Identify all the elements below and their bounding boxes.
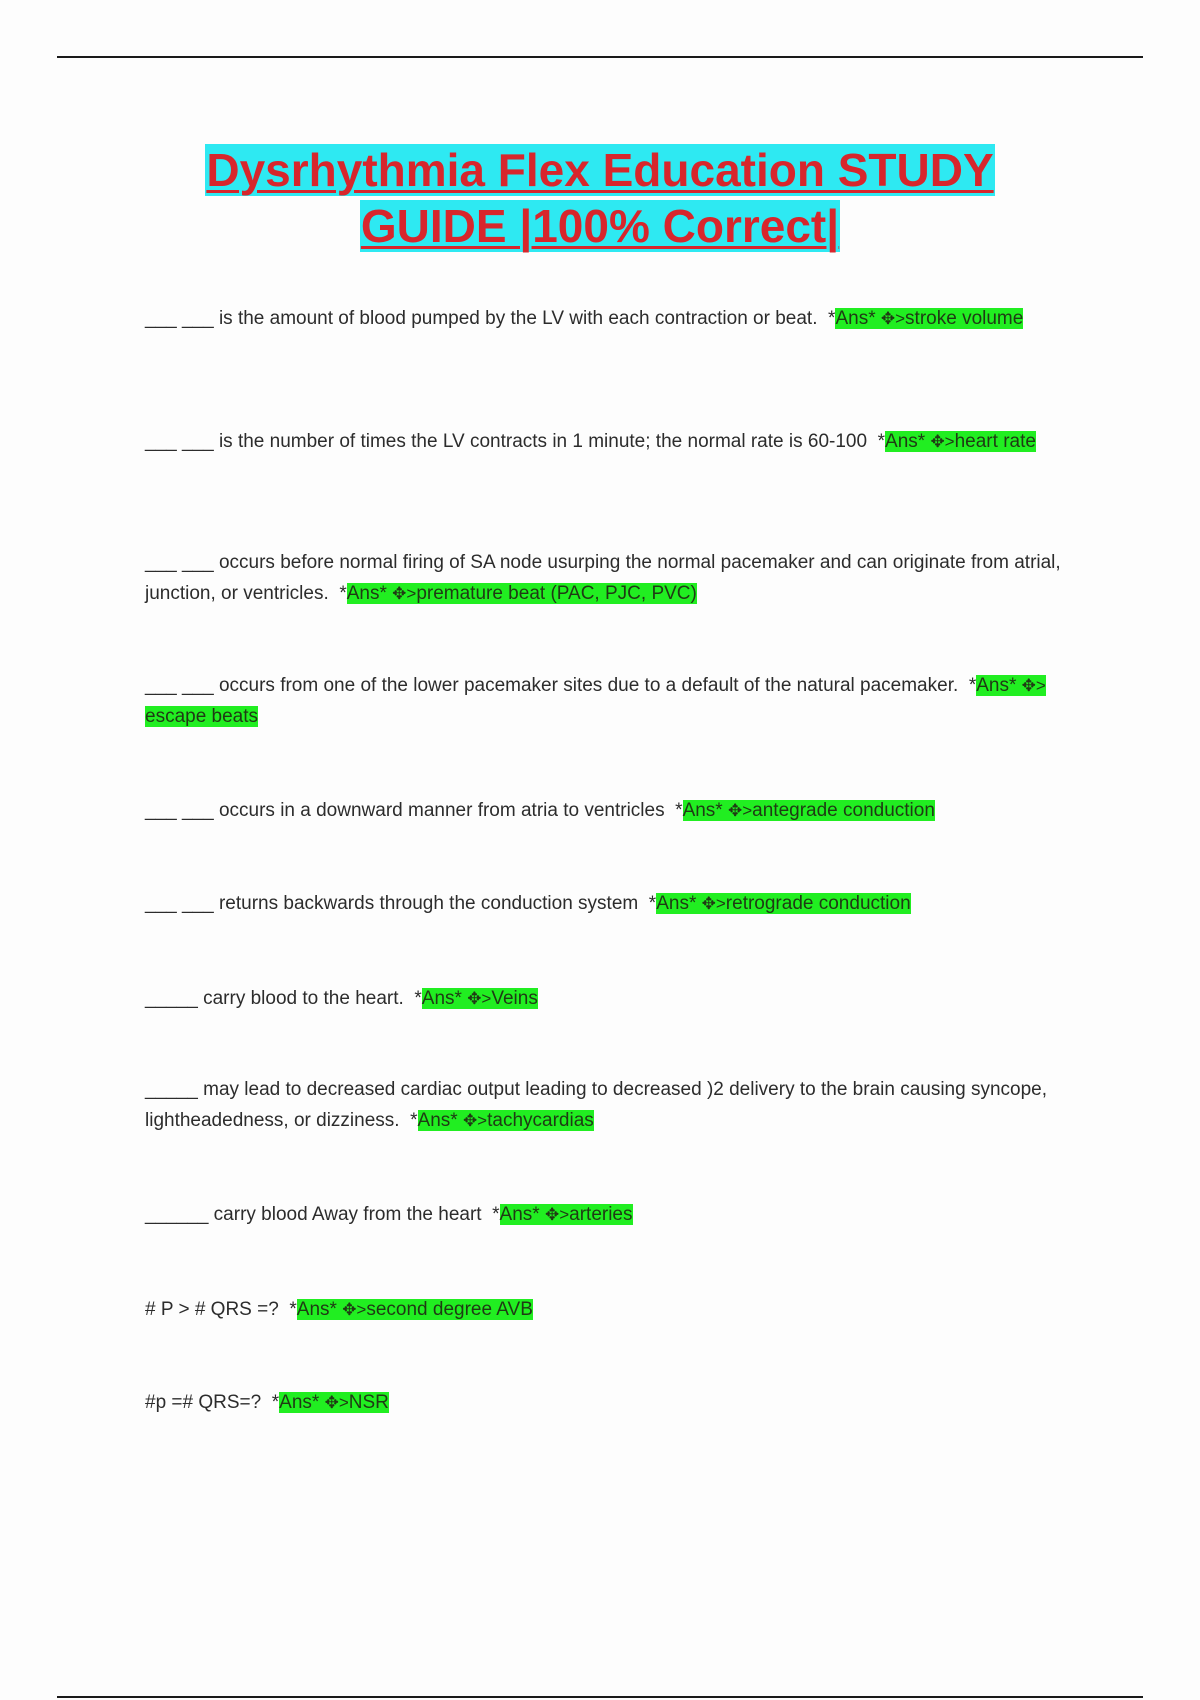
answer-text: retrograde conduction [725, 893, 911, 914]
arrow-icon: ✥> [544, 1205, 570, 1224]
qa-item: _____ carry blood to the heart. *Ans* ✥>Veins [145, 983, 1075, 1014]
answer-highlight: Ans* ✥>antegrade conduction [683, 800, 935, 821]
question-text: # P > # QRS =? [145, 1299, 279, 1320]
bottom-rule [57, 1696, 1143, 1698]
question-text: #p =# QRS=? [145, 1392, 262, 1413]
arrow-icon: ✥> [930, 432, 955, 451]
arrow-icon: ✥> [324, 1393, 349, 1412]
qa-item: ___ ___ occurs in a downward manner from atria to ventricles *Ans* ✥>antegrade conduction [145, 795, 1075, 826]
answer-text: second degree AVB [366, 1299, 533, 1320]
question-text: ___ ___ is the number of times the LV contracts in 1 minute; the normal rate is 60-100 [145, 431, 868, 452]
qa-item: ___ ___ is the amount of blood pumped by the LV with each contraction or beat. *Ans* ✥>stroke volume [145, 303, 1075, 334]
question-text: _____ may lead to decreased cardiac output leading to decreased )2 delivery to the brain causing syncope, lightheadedness, or dizziness. [145, 1079, 1048, 1131]
qa-item: #p =# QRS=? *Ans* ✥>NSR [145, 1387, 1075, 1418]
qa-item: ___ ___ is the number of times the LV contracts in 1 minute; the normal rate is 60-100 *Ans* ✥>heart rate [145, 426, 1075, 457]
qa-item: ___ ___ returns backwards through the conduction system *Ans* ✥>retrograde conduction [145, 888, 1075, 919]
answer-text: NSR [348, 1392, 389, 1413]
answer-text: stroke volume [905, 308, 1024, 329]
top-rule [57, 56, 1143, 58]
arrow-icon: ✥> [701, 894, 726, 913]
arrow-icon: ✥> [1021, 676, 1046, 695]
arrow-icon: ✥> [342, 1300, 367, 1319]
answer-highlight: Ans* ✥>arteries [500, 1204, 633, 1225]
question-text: ___ ___ occurs before normal firing of SA node usurping the normal pacemaker and can originate from atrial, junction, or ventricles. [145, 552, 1061, 604]
answer-highlight: Ans* ✥>tachycardias [418, 1110, 594, 1131]
answer-text: heart rate [954, 431, 1036, 452]
question-text: ______ carry blood Away from the heart [145, 1204, 482, 1225]
answer-highlight: Ans* ✥>NSR [279, 1392, 389, 1413]
qa-item: ___ ___ occurs before normal firing of SA node usurping the normal pacemaker and can originate from atrial, junction, or ventricles. *Ans* ✥>premature beat (PAC, PJC, PVC) [145, 547, 1075, 609]
qa-item: _____ may lead to decreased cardiac output leading to decreased )2 delivery to the brain causing syncope, lightheadedness, or dizziness. *Ans* ✥>tachycardias [145, 1074, 1075, 1136]
answer-text: escape beats [145, 706, 259, 727]
title-line-2: GUIDE |100% Correct| [360, 200, 840, 252]
answer-text: premature beat (PAC, PJC, PVC) [416, 583, 697, 604]
answer-highlight: Ans* ✥>stroke volume [835, 308, 1023, 329]
arrow-icon: ✥> [467, 989, 492, 1008]
qa-item: ______ carry blood Away from the heart *Ans* ✥>arteries [145, 1199, 1075, 1230]
answer-highlight: Ans* ✥>premature beat (PAC, PJC, PVC) [347, 583, 697, 604]
answer-text: antegrade conduction [752, 800, 935, 821]
answer-highlight: Ans* ✥>heart rate [885, 431, 1036, 452]
answer-highlight: Ans* ✥>escape beats [145, 675, 1046, 727]
arrow-icon: ✥> [392, 584, 417, 603]
qa-item: # P > # QRS =? *Ans* ✥>second degree AVB [145, 1294, 1075, 1325]
qa-item: ___ ___ occurs from one of the lower pacemaker sites due to a default of the natural pacemaker. *Ans* ✥>escape beats [145, 670, 1075, 732]
arrow-icon: ✥> [727, 801, 753, 820]
question-text: ___ ___ occurs in a downward manner from atria to ventricles [145, 800, 665, 821]
page-title [0, 142, 1200, 254]
question-text: ___ ___ is the amount of blood pumped by the LV with each contraction or beat. [145, 308, 818, 329]
answer-highlight: Ans* ✥>Veins [422, 988, 538, 1009]
answer-highlight: Ans* ✥>retrograde conduction [656, 893, 910, 914]
answer-text: arteries [569, 1204, 633, 1225]
question-text: _____ carry blood to the heart. [145, 988, 404, 1009]
question-text: ___ ___ returns backwards through the conduction system [145, 893, 639, 914]
arrow-icon: ✥> [880, 309, 906, 328]
answer-text: Veins [491, 988, 538, 1009]
question-text: ___ ___ occurs from one of the lower pacemaker sites due to a default of the natural pacemaker. [145, 675, 959, 696]
answer-text: tachycardias [487, 1110, 594, 1131]
answer-highlight: Ans* ✥>second degree AVB [297, 1299, 533, 1320]
arrow-icon: ✥> [462, 1111, 488, 1130]
title-line-1: Dysrhythmia Flex Education STUDY [206, 144, 994, 196]
